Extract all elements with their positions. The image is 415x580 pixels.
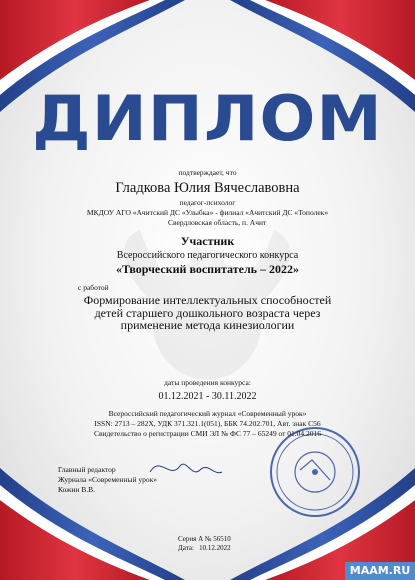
- work-title-line: детей старшего дошкольного возраста через: [94, 305, 321, 320]
- journal-stamp-icon: [271, 428, 359, 516]
- contest-type: Всероссийского педагогического конкурса: [116, 250, 299, 261]
- journal-name: Всероссийский педагогический журнал «Современный урок»: [108, 409, 307, 418]
- editor-signature: [150, 464, 222, 473]
- region-text: Свердловская область, п. Ачит: [168, 218, 267, 227]
- with-work-label: с работой: [78, 283, 109, 292]
- site-watermark[interactable]: MAAM.RU: [345, 562, 415, 580]
- dates-label: даты проведения конкурса:: [164, 378, 251, 387]
- contest-dates: 01.12.2021 - 30.11.2022: [158, 391, 257, 402]
- editor-line: Кожин В.В.: [58, 484, 96, 494]
- diploma-title: ДИПЛОМ: [32, 82, 383, 155]
- media-registration: Свидетельство о регистрации СМИ ЭЛ № ФС 77 – 65249 от 01.04.2016: [93, 429, 322, 438]
- organization-name: МКДОУ АГО «Ачитский ДС «Улыбка» - филиал «Ачитский ДС «Тополек»: [86, 208, 329, 217]
- editor-block: [58, 465, 157, 494]
- participant-status: Участник: [180, 234, 235, 248]
- recipient-name: Гладкова Юлия Вячеславовна: [115, 180, 300, 196]
- editor-line: Журнала «Современный урок»: [58, 474, 158, 484]
- contest-name: «Творческий воспитатель – 2022»: [115, 262, 300, 276]
- work-title-line: применение метода кинезиологии: [120, 318, 295, 333]
- editor-line: Главный редактор: [58, 465, 116, 474]
- issue-date: Дата: 10.12.2022: [178, 544, 231, 553]
- confirms-text: подтверждает, что: [178, 168, 237, 177]
- journal-issn: ISSN: 2713 – 282X, УДК 371.321.1(051), ББК 74.202.701, Авт. знак С56: [94, 419, 321, 428]
- serial-number: Серия А № 56510: [178, 535, 231, 543]
- serial-block: [178, 535, 231, 554]
- work-title: [0, 294, 415, 332]
- recipient-role: педагог-психолог: [179, 198, 236, 207]
- work-title-line: Формирование интеллектуальных способностей: [83, 293, 332, 307]
